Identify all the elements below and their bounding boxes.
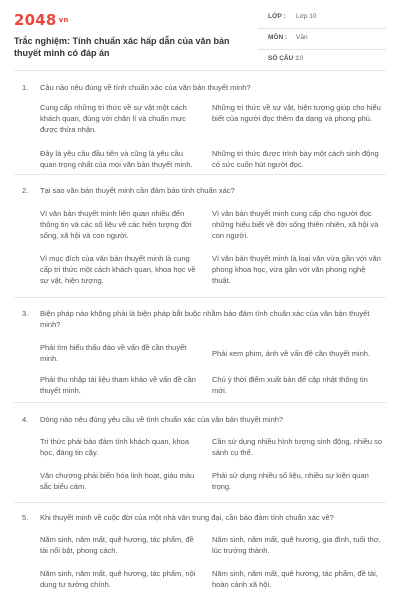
answer-a[interactable]: Tri thức phải bảo đảm tính khách quan, khoa học, đáng tin cậy. [40, 437, 190, 457]
answer-d[interactable]: Năm sinh, năm mất, quê hương, tác phẩm, đề tài, hoàn cảnh xã hội. [212, 569, 378, 589]
meta-row-subject [258, 29, 386, 50]
meta-value: 10 [296, 55, 304, 62]
meta-row-count [258, 50, 386, 71]
question-text: Biện pháp nào không phải là biện pháp bắt buộc nhằm bảo đảm tính chuẩn xác của văn bản thuyết minh? [40, 309, 370, 329]
answer-b[interactable]: Những tri thức về sự vật, hiện tượng giúp cho hiểu biết của người đọc thêm đa dạng và phong phú. [212, 103, 381, 123]
answer-a[interactable]: Phải tìm hiểu thấu đáo về vấn đề cần thuyết minh. [40, 343, 187, 363]
meta-value: Văn [296, 34, 308, 41]
question-divider [14, 402, 386, 403]
question-text: Khi thuyết minh về cuộc đời của một nhà văn trung đại, cần bảo đảm tính chuẩn xác về? [40, 513, 334, 522]
answer-b[interactable]: Phải xem phim, ảnh về vấn đề cần thuyết minh. [212, 349, 371, 358]
question-number: 1. [22, 83, 29, 92]
document-title: Trắc nghiệm: Tính chuẩn xác hấp dẫn của văn bản thuyết minh có đáp án [14, 36, 230, 58]
answer-b[interactable]: Vì văn bản thuyết minh cung cấp cho người đọc những hiểu biết về đời sống thiên nhiên, xã hội và con người. [212, 209, 379, 240]
meta-label: LỚP : [268, 13, 286, 20]
answer-a[interactable]: Năm sinh, năm mất, quê hương, tác phẩm, đề tài nổi bật, phong cách. [40, 535, 194, 555]
answer-d[interactable]: Vì văn bản thuyết minh là loại văn vừa gần với văn phong khoa học, vừa gần với văn phong nghệ thuật. [212, 254, 381, 285]
question-number: 2. [22, 186, 29, 195]
question-text: Tại sao văn bản thuyết minh cần đảm bảo tính chuẩn xác? [40, 186, 235, 195]
answer-d[interactable]: Chú ý thời điểm xuất bản để cập nhật thông tin mới. [212, 375, 368, 395]
answer-b[interactable]: Cần sử dụng nhiều hình tượng sinh động, nhiều so sánh cụ thể. [212, 437, 383, 457]
question-divider [14, 174, 386, 175]
question-divider [14, 502, 386, 503]
meta-row-class [258, 8, 386, 29]
question-text: Câu nào nêu đúng về tính chuẩn xác của văn bản thuyết minh? [40, 83, 251, 92]
answer-c[interactable]: Vì mục đích của văn bản thuyết minh là cung cấp tri thức một cách khách quan, khoa học về sự vật, hiện tượng. [40, 254, 196, 285]
answer-c[interactable]: Năm sinh, năm mất, quê hương, tác phẩm, nội dung tư tưởng chính. [40, 569, 196, 589]
question-divider [14, 297, 386, 298]
logo-suffix: vn [58, 16, 69, 24]
logo-text: 2048 [14, 11, 57, 29]
meta-table [258, 8, 386, 71]
answer-c[interactable]: Văn chương phải biến hóa linh hoạt, giàu màu sắc biểu cảm. [40, 471, 195, 491]
meta-label: SỐ CÂU : [268, 55, 298, 62]
question-text: Dòng nào nêu đúng yêu cầu về tính chuẩn xác của văn bản thuyết minh? [40, 415, 284, 424]
question-number: 5. [22, 513, 29, 522]
meta-value: Lớp 10 [296, 13, 317, 20]
answer-a[interactable]: Vì văn bản thuyết minh liên quan nhiều đến thông tin và các số liệu về các hiện tượng đời sống, xã hội và con người. [40, 209, 192, 240]
answer-a[interactable]: Cung cấp những tri thức về sự vật một cách khách quan, đúng với chân lí và chuẩn mực được thừa nhận. [40, 103, 187, 134]
answer-d[interactable]: Phải sử dụng nhiều số liệu, nhiều sự kiện quan trọng. [212, 471, 369, 491]
answer-b[interactable]: Năm sinh, năm mất, quê hương, gia đình, tuổi thơ, lúc trưởng thành. [212, 535, 381, 555]
question-number: 3. [22, 309, 29, 318]
answer-d[interactable]: Những tri thức được trình bày một cách sinh động có sức cuốn hút người đọc. [212, 149, 379, 169]
header-divider [14, 70, 386, 71]
answer-c[interactable]: Phải thu nhập tài liệu tham khảo về vấn đề cần thuyết minh. [40, 375, 196, 395]
header [14, 8, 386, 68]
site-logo[interactable] [14, 11, 69, 29]
question-number: 4. [22, 415, 29, 424]
meta-label: MÔN : [268, 34, 288, 41]
answer-c[interactable]: Đây là yêu cầu đầu tiên và cũng là yêu cầu quan trọng nhất của mọi văn bản thuyết minh. [40, 149, 193, 169]
